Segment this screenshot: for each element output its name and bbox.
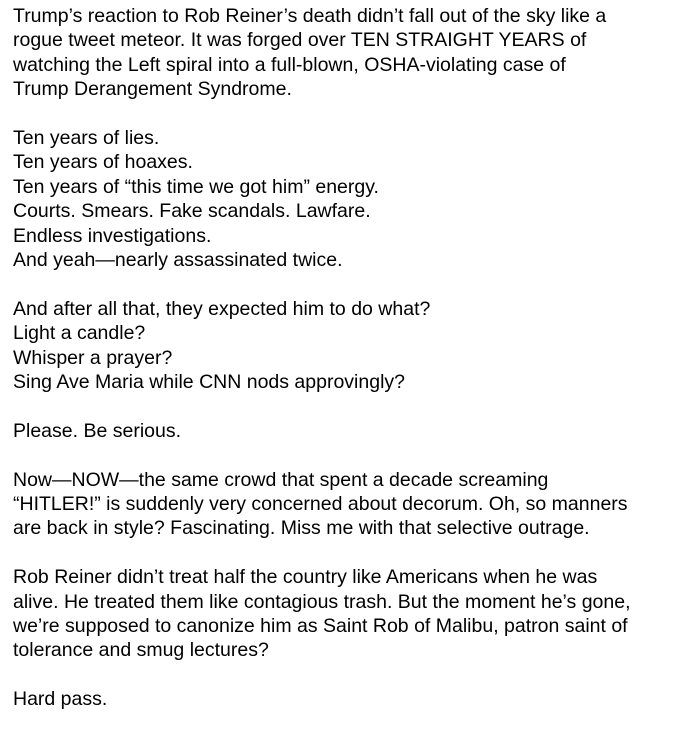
paragraph-2 (13, 126, 693, 272)
text-line: Ten years of hoaxes. (13, 151, 193, 174)
text-line: Rob Reiner didn’t treat half the country like Americans when he was (13, 566, 598, 589)
paragraph-7 (13, 687, 693, 711)
text-line: Courts. Smears. Fake scandals. Lawfare. (13, 200, 371, 223)
paragraph-4 (13, 419, 693, 443)
text-line: Trump Derangement Syndrome. (13, 78, 292, 101)
text-line: Hard pass. (13, 688, 108, 711)
text-line: And after all that, they expected him to do what? (13, 297, 431, 320)
text-line: alive. He treated them like contagious trash. But the moment he’s gone, (13, 590, 631, 613)
text-line: Now—NOW—the same crowd that spent a decade screaming (13, 468, 549, 491)
text-line: Please. Be serious. (13, 419, 182, 442)
text-line: And yeah—nearly assassinated twice. (13, 249, 343, 272)
text-line: “HITLER!” is suddenly very concerned about decorum. Oh, so manners (13, 493, 628, 516)
text-line: Ten years of “this time we got him” energy. (13, 175, 379, 198)
text-line: Sing Ave Maria while CNN nods approvingly? (13, 371, 406, 394)
text-line: Trump’s reaction to Rob Reiner’s death didn’t fall out of the sky like a (13, 5, 607, 27)
paragraph-5 (13, 468, 693, 541)
text-line: rogue tweet meteor. It was forged over TEN STRAIGHT YEARS of (13, 29, 587, 52)
text-line: watching the Left spiral into a full-blown, OSHA-violating case of (13, 53, 566, 76)
text-line: Endless investigations. (13, 224, 212, 247)
text-line: Ten years of lies. (13, 127, 160, 150)
text-line: are back in style? Fascinating. Miss me with that selective outrage. (13, 517, 590, 540)
paragraph-1 (13, 4, 693, 102)
paragraph-3 (13, 297, 693, 395)
text-line: Light a candle? (13, 322, 146, 345)
text-line: we’re supposed to canonize him as Saint Rob of Malibu, patron saint of (13, 615, 628, 638)
document-body (13, 4, 693, 736)
text-line: tolerance and smug lectures? (13, 639, 269, 662)
paragraph-6 (13, 565, 693, 663)
text-line: Whisper a prayer? (13, 346, 173, 369)
